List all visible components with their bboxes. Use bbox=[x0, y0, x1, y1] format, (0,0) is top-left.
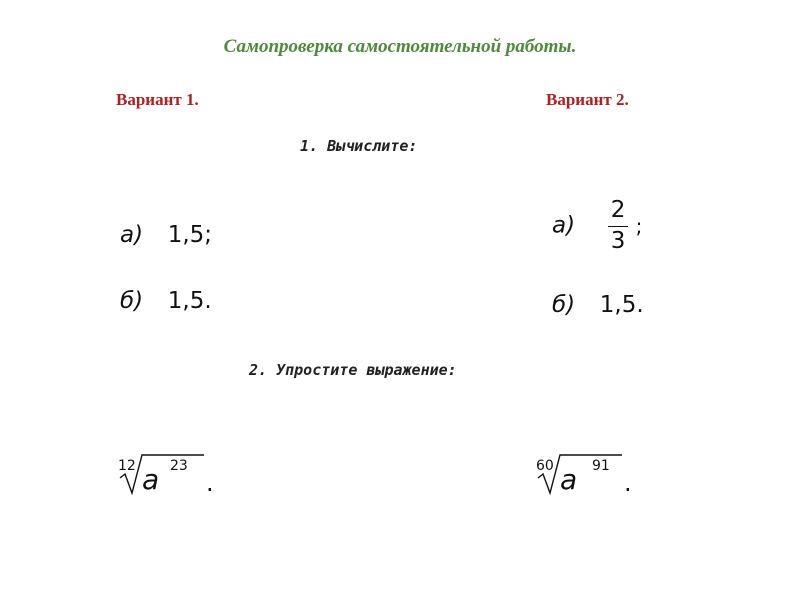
root-exponent: 23 bbox=[170, 458, 188, 474]
variant-1-item-a bbox=[120, 224, 212, 247]
fraction-denominator: 3 bbox=[610, 228, 626, 254]
variant-2-item-b bbox=[552, 294, 644, 317]
root-end: . bbox=[624, 469, 632, 497]
root-end: . bbox=[206, 469, 214, 497]
variant-2-root-expression bbox=[536, 452, 646, 500]
root-index: 12 bbox=[118, 458, 136, 474]
item-b-value: 1,5. bbox=[167, 288, 212, 314]
item-a-label: а) bbox=[552, 212, 576, 239]
fraction-numerator: 2 bbox=[610, 197, 626, 223]
root-index: 60 bbox=[536, 458, 554, 474]
item-a-end: ; bbox=[635, 214, 643, 238]
variant-2-item-a bbox=[552, 199, 642, 253]
variant-1-root-expression bbox=[118, 452, 228, 500]
variant-1-item-b bbox=[120, 290, 212, 313]
item-a-label: а) bbox=[120, 222, 144, 248]
item-b-label: б) bbox=[552, 292, 576, 318]
slide-title: Самопроверка самостоятельной работы. bbox=[223, 36, 577, 57]
root-base: a bbox=[142, 463, 160, 496]
root-base: a bbox=[560, 463, 578, 496]
task-2-heading: 2. Упростите выражение: bbox=[249, 361, 457, 379]
item-b-label: б) bbox=[120, 288, 144, 314]
task-1-heading: 1. Вычислите: bbox=[300, 137, 418, 155]
variant-2-label: Вариант 2. bbox=[546, 90, 629, 109]
variant-1-label: Вариант 1. bbox=[116, 90, 199, 109]
fraction-bar bbox=[608, 226, 629, 227]
fraction bbox=[608, 199, 629, 253]
item-b-value: 1,5. bbox=[599, 292, 644, 318]
item-a-value: 1,5; bbox=[167, 222, 213, 248]
root-exponent: 91 bbox=[592, 458, 610, 474]
